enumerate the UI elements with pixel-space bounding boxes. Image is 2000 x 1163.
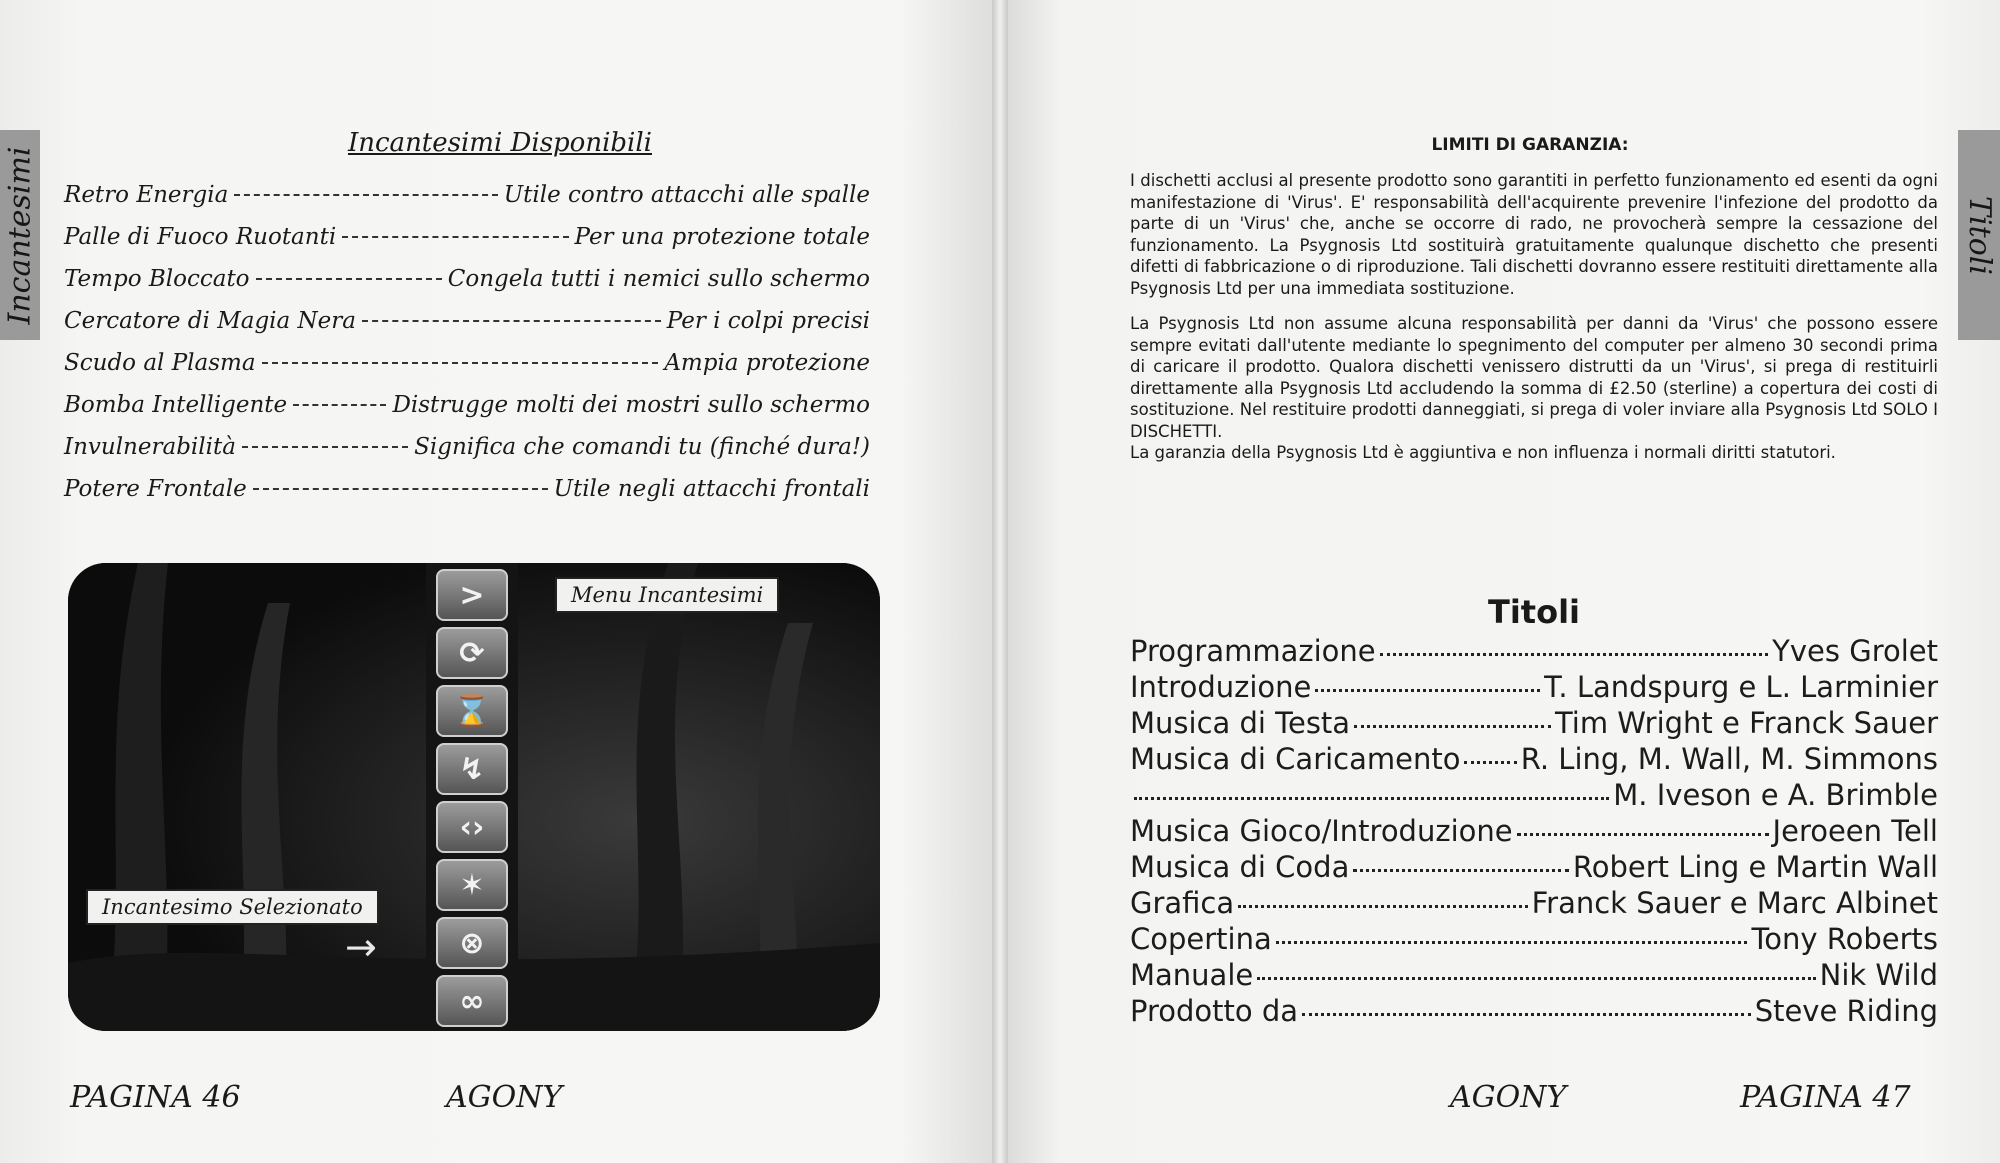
leader-dots xyxy=(1134,797,1609,800)
side-tab-titoli xyxy=(1958,130,2000,340)
credit-role: Musica Gioco/Introduzione xyxy=(1130,814,1513,848)
spell-icon-retro-energia[interactable]: > xyxy=(436,569,508,621)
credit-role: Programmazione xyxy=(1130,634,1376,668)
spell-name: Invulnerabilità xyxy=(64,434,236,460)
spell-name: Tempo Bloccato xyxy=(64,266,250,292)
warranty-heading: LIMITI DI GARANZIA: xyxy=(1431,135,1629,155)
credit-role: Musica di Coda xyxy=(1130,850,1350,884)
spell-icon-invulnerabilita[interactable]: ⊗ xyxy=(436,917,508,969)
leader-dots xyxy=(342,236,568,238)
spell-icon-scudo-al-plasma[interactable]: ‹› xyxy=(436,801,508,853)
warranty-text xyxy=(1130,170,1938,478)
credit-name: Tony Roberts xyxy=(1751,922,1938,956)
credit-name: M. Iveson e A. Brimble xyxy=(1613,778,1938,812)
credit-name: Franck Sauer e Marc Albinet xyxy=(1531,886,1938,920)
leader-dots xyxy=(1302,1013,1751,1016)
arrow-right-icon: → xyxy=(345,925,377,969)
credit-name: Robert Ling e Martin Wall xyxy=(1572,850,1938,884)
spell-effect: Distrugge molti dei mostri sullo schermo xyxy=(392,392,870,418)
page-number-right: PAGINA 47 xyxy=(1740,1080,1911,1115)
credit-row xyxy=(1130,958,1938,994)
credit-role: Copertina xyxy=(1130,922,1272,956)
game-title-right: AGONY xyxy=(1450,1080,1567,1115)
spell-icon-cercatore[interactable]: ↯ xyxy=(436,743,508,795)
leader-dots xyxy=(293,404,386,406)
credit-name: Steve Riding xyxy=(1754,994,1938,1028)
credit-row xyxy=(1130,778,1938,814)
game-title-left: AGONY xyxy=(446,1080,563,1115)
spell-row xyxy=(64,182,870,224)
page-number-left: PAGINA 46 xyxy=(70,1080,241,1115)
spell-name: Potere Frontale xyxy=(64,476,247,502)
leader-dots xyxy=(1354,725,1551,728)
spell-effect: Per i colpi precisi xyxy=(666,308,870,334)
leader-dots xyxy=(262,362,659,364)
credit-row xyxy=(1130,886,1938,922)
spell-icon-tempo-bloccato[interactable]: ⌛ xyxy=(436,685,508,737)
spell-row xyxy=(64,434,870,476)
side-tab-incantesimi xyxy=(0,130,40,340)
credit-row xyxy=(1130,922,1938,958)
spell-row xyxy=(64,392,870,434)
leader-dots xyxy=(1238,905,1527,908)
credit-role: Prodotto da xyxy=(1130,994,1299,1028)
spell-icon-bomba-intelligente[interactable]: ✶ xyxy=(436,859,508,911)
spell-name: Scudo al Plasma xyxy=(64,350,256,376)
spell-icon-potere-frontale[interactable]: ∞ xyxy=(436,975,508,1027)
leader-dots xyxy=(1464,761,1516,764)
spell-name: Bomba Intelligente xyxy=(64,392,288,418)
leader-dots xyxy=(362,320,661,322)
spell-list xyxy=(64,182,870,518)
spell-row xyxy=(64,224,870,266)
spell-icon-palle-di-fuoco[interactable]: ⟳ xyxy=(436,627,508,679)
leader-dots xyxy=(234,194,497,196)
spell-name: Cercatore di Magia Nera xyxy=(64,308,357,334)
credit-name: Jeroeen Tell xyxy=(1772,814,1938,848)
leader-dots xyxy=(242,446,408,448)
credit-name: T. Landspurg e L. Larminier xyxy=(1544,670,1938,704)
credit-role: Manuale xyxy=(1130,958,1254,992)
spell-effect: Utile contro attacchi alle spalle xyxy=(503,182,870,208)
credits-list xyxy=(1130,634,1938,1030)
spell-effect: Congela tutti i nemici sullo schermo xyxy=(447,266,870,292)
credit-row xyxy=(1130,706,1938,742)
game-screenshot xyxy=(68,563,880,1031)
leader-dots xyxy=(1276,941,1748,944)
credit-name: R. Ling, M. Wall, M. Simmons xyxy=(1520,742,1938,776)
credit-role: Grafica xyxy=(1130,886,1235,920)
credit-row xyxy=(1130,742,1938,778)
credit-role: Introduzione xyxy=(1130,670,1312,704)
side-tab-label: Incantesimi xyxy=(2,145,38,325)
warranty-paragraph: La garanzia della Psygnosis Ltd è aggiuntiva e non influenza i normali diritti statutori. xyxy=(1130,443,1836,462)
menu-incantesimi-label: Menu Incantesimi xyxy=(555,577,779,613)
credit-row xyxy=(1130,850,1938,886)
side-tab-label: Titoli xyxy=(1961,195,1997,275)
selected-spell-label: Incantesimo Selezionato xyxy=(86,889,379,925)
spell-effect: Utile negli attacchi frontali xyxy=(553,476,870,502)
leader-dots xyxy=(256,278,442,280)
warranty-paragraph: I dischetti acclusi al presente prodotto sono garantiti in perfetto funzionamento ed esenti da ogni manifestazione di 'Virus'. E' responsabilità dell'acquirente prevenire l'infezione del prodotto da parte di un 'Virus' che, anche se occorre di rado, ne provocherà sempre la cessazione del funzionamento. La Psygnosis Ltd sostituirà gratuitamente qualunque dischetto che presenti difetti di fabbricazione o di riproduzione. Tali dischetti dovranno essere restituiti direttamente alla Psygnosis Ltd per una immediata sostituzione. xyxy=(1130,171,1938,298)
leader-dots xyxy=(1315,689,1540,692)
spell-effect: Significa che comandi tu (finché dura!) xyxy=(414,434,870,460)
spell-name: Retro Energia xyxy=(64,182,229,208)
spell-row xyxy=(64,266,870,308)
leader-dots xyxy=(253,488,548,490)
spell-row xyxy=(64,308,870,350)
credit-name: Tim Wright e Franck Sauer xyxy=(1554,706,1938,740)
credit-row xyxy=(1130,814,1938,850)
leader-dots xyxy=(1380,653,1769,656)
spells-title: Incantesimi Disponibili xyxy=(347,128,652,158)
book-spine xyxy=(992,0,1008,1163)
spell-effect: Ampia protezione xyxy=(664,350,870,376)
spell-menu-column xyxy=(426,563,518,1031)
spell-row xyxy=(64,476,870,518)
spell-name: Palle di Fuoco Ruotanti xyxy=(64,224,337,250)
credit-name: Yves Grolet xyxy=(1772,634,1938,668)
credit-role: Musica di Testa xyxy=(1130,706,1351,740)
warranty-paragraph: La Psygnosis Ltd non assume alcuna responsabilità per danni da 'Virus' che possono essere sempre evitati dall'utente mediante lo spegnimento del computer per almeno 30 secondi prima di caricare il prodotto. Qualora dischetti venissero distrutti da un 'Virus', si prega di restituirli direttamente alla Psygnosis Ltd accludendo la somma di £2.50 (sterline) a copertura dei costi di sostituzione. Nel restituire prodotti danneggiati, si prega di voler inviare alla Psygnosis Ltd SOLO I DISCHETTI. xyxy=(1130,314,1938,441)
credit-role: Musica di Caricamento xyxy=(1130,742,1461,776)
credit-name: Nik Wild xyxy=(1819,958,1938,992)
credit-row xyxy=(1130,634,1938,670)
spell-row xyxy=(64,350,870,392)
spell-effect: Per una protezione totale xyxy=(574,224,870,250)
leader-dots xyxy=(1257,977,1815,980)
credits-heading: Titoli xyxy=(1487,593,1580,631)
credit-row xyxy=(1130,994,1938,1030)
leader-dots xyxy=(1517,833,1769,836)
leader-dots xyxy=(1353,869,1569,872)
credit-row xyxy=(1130,670,1938,706)
